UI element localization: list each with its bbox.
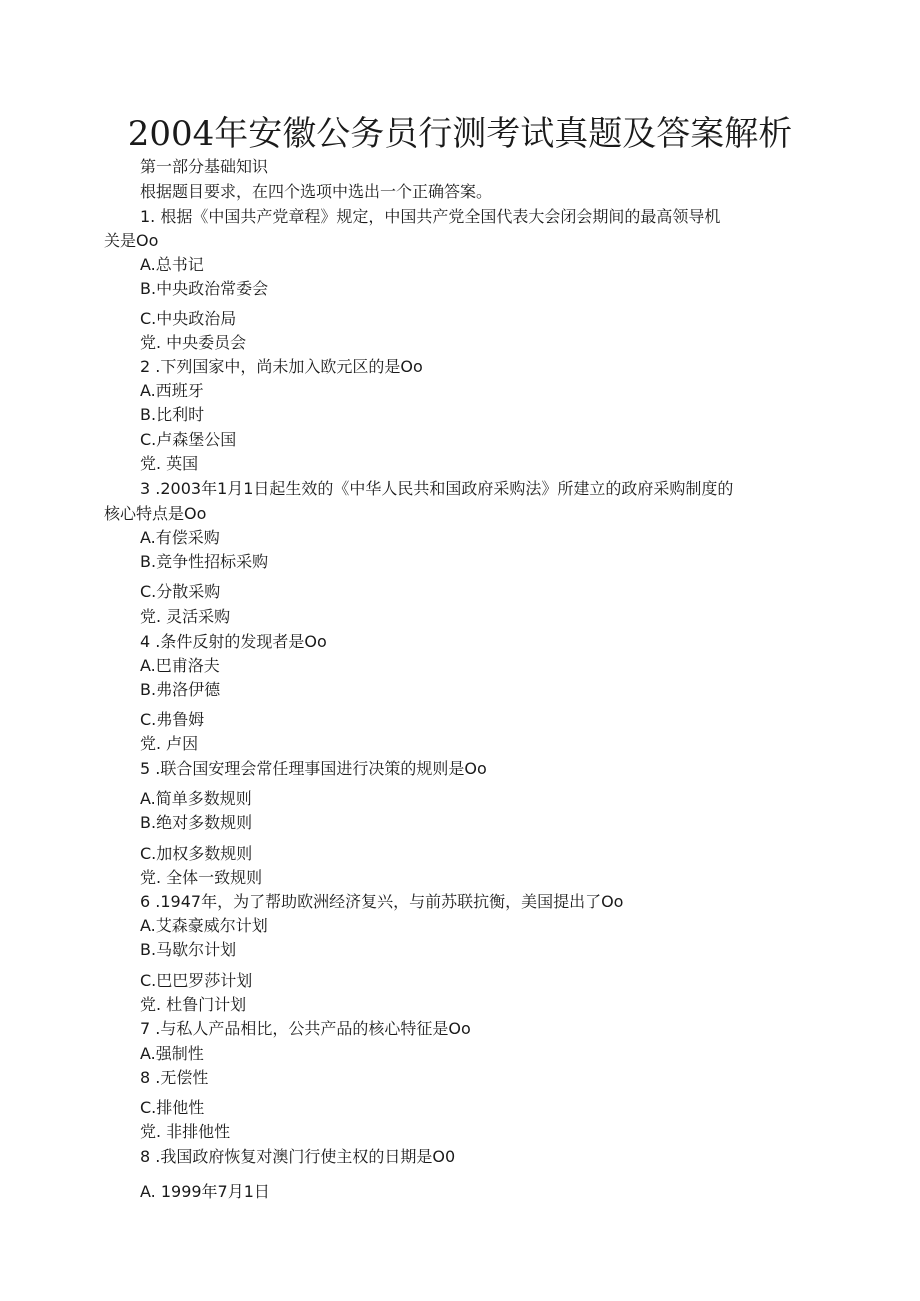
question-6-option-a: A.艾森豪威尔计划 [140,916,268,935]
question-5-option-c: C.加权多数规则 [140,844,253,863]
question-4-stem: 4 .条件反射的发现者是Oo [140,632,327,651]
question-5-stem: 5 .联合国安理会常任理事国进行决策的规则是Oo [140,759,487,778]
question-2-option-b: B.比利时 [140,405,205,424]
question-1-stem: 1. 根据《中国共产党章程》规定，中国共产党全国代表大会闭会期间的最高领导机 [140,207,721,226]
question-5-option-b: B.绝对多数规则 [140,813,253,832]
question-5-option-a: A.简单多数规则 [140,789,252,808]
question-8-stem: 8 .我国政府恢复对澳门行使主权的日期是O0 [140,1147,456,1166]
question-4-option-a: A.巴甫洛夫 [140,656,220,675]
question-2-option-c: C.卢森堡公国 [140,430,237,449]
question-7-option-c: C.排他性 [140,1098,205,1117]
question-3-stem-continued: 核心特点是Oo [104,504,207,523]
question-6-option-c: C.巴巴罗莎计划 [140,971,253,990]
question-2-option-a: A.西班牙 [140,381,204,400]
question-6-option-d: 党. 杜鲁门计划 [140,995,247,1014]
document-title: 2004年安徽公务员行测考试真题及答案解析 [127,114,793,154]
question-7-option-a: A.强制性 [140,1044,204,1063]
question-7-option-d: 党. 非排他性 [140,1122,231,1141]
question-1-option-b: B.中央政治常委会 [140,279,269,298]
instruction-text: 根据题目要求，在四个选项中选出一个正确答案。 [140,182,493,201]
question-1-option-a: A.总书记 [140,255,204,274]
question-1-stem-continued: 关是Oo [104,231,159,250]
question-3-stem: 3 .2003年1月1日起生效的《中华人民共和国政府采购法》所建立的政府采购制度的 [140,479,734,498]
question-4-option-d: 党. 卢因 [140,734,199,753]
question-3-option-a: A.有偿采购 [140,528,220,547]
question-3-option-c: C.分散采购 [140,582,221,601]
question-1-option-c: C.中央政治局 [140,309,237,328]
question-2-option-d: 党. 英国 [140,454,199,473]
question-3-option-b: B.竞争性招标采购 [140,552,269,571]
question-8-option-a: A. 1999年7月1日 [140,1182,270,1201]
question-4-option-b: B.弗洛伊德 [140,680,221,699]
question-6-stem: 6 .1947年，为了帮助欧洲经济复兴，与前苏联抗衡，美国提出了Oo [140,892,624,911]
section-heading: 第一部分基础知识 [140,157,269,176]
question-4-option-c: C.弗鲁姆 [140,710,205,729]
question-1-option-d: 党. 中央委员会 [140,333,247,352]
question-7-option-b: 8 .无偿性 [140,1068,209,1087]
question-3-option-d: 党. 灵活采购 [140,607,231,626]
question-2-stem: 2 .下列国家中，尚未加入欧元区的是Oo [140,357,423,376]
question-7-stem: 7 .与私人产品相比，公共产品的核心特征是Oo [140,1019,471,1038]
question-6-option-b: B.马歇尔计划 [140,940,237,959]
question-5-option-d: 党. 全体一致规则 [140,868,263,887]
